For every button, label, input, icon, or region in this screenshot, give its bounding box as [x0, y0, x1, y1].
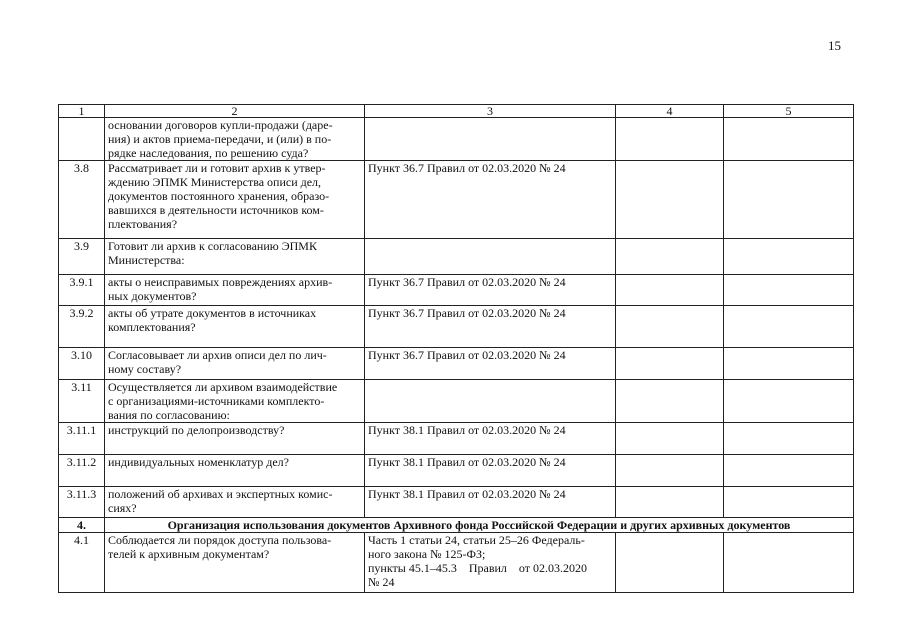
row-number: 3.9.1: [59, 275, 105, 306]
section-number: 4.: [59, 518, 105, 533]
answer-cell-4: [616, 380, 724, 423]
answer-cell-5: [724, 533, 854, 593]
reference-text-line: Пункт 38.1 Правил от 02.03.2020 № 24: [368, 423, 566, 437]
col-header-5: 5: [724, 105, 854, 118]
requirement-text-line: документов постоянного хранения, образо-: [108, 189, 330, 203]
requirement-text-line: Рассматривает ли и готовит архив к утвер-: [108, 161, 326, 175]
reference-text-line: ного закона № 125-ФЗ;: [368, 547, 486, 561]
answer-cell-4: [616, 239, 724, 275]
answer-cell-5: [724, 275, 854, 306]
row-number: 3.9.2: [59, 306, 105, 348]
row-number: 3.11.1: [59, 423, 105, 455]
row-number: 3.10: [59, 348, 105, 380]
reference-cell: [365, 118, 616, 161]
reference-text-line: Пункт 38.1 Правил от 02.03.2020 № 24: [368, 455, 566, 469]
table-row: [59, 455, 854, 487]
row-number: 3.11: [59, 380, 105, 423]
col-header-2: 2: [105, 105, 365, 118]
header-row: [59, 105, 854, 118]
requirement-text-line: плектования?: [108, 217, 178, 231]
reference-cell: [365, 161, 616, 239]
requirement-text-line: положений об архивах и экспертных комис-: [108, 487, 333, 501]
section-title: Организация использования документов Архивного фонда Российской Федерации и других архивных документов: [105, 518, 854, 533]
requirement-cell: [105, 533, 365, 593]
requirement-cell: [105, 161, 365, 239]
row-number: 4.1: [59, 533, 105, 593]
reference-text-line: пункты 45.1–45.3 Правил от 02.03.2020: [368, 561, 587, 575]
checklist-table: [58, 104, 854, 593]
requirement-cell: [105, 423, 365, 455]
requirement-text-line: индивидуальных номенклатур дел?: [108, 455, 289, 469]
requirement-text-line: вавшихся в деятельности источников ком-: [108, 203, 324, 217]
requirement-text-line: Согласовывает ли архив описи дел по лич-: [108, 348, 327, 362]
requirement-text-line: Готовит ли архив к согласованию ЭПМК: [108, 239, 317, 253]
requirement-cell: [105, 239, 365, 275]
requirement-cell: [105, 306, 365, 348]
answer-cell-4: [616, 275, 724, 306]
reference-cell: [365, 380, 616, 423]
reference-cell: [365, 455, 616, 487]
page-number: 15: [828, 38, 841, 53]
reference-cell: [365, 348, 616, 380]
table-row: [59, 239, 854, 275]
requirement-cell: [105, 487, 365, 518]
answer-cell-5: [724, 487, 854, 518]
table-row: [59, 348, 854, 380]
requirement-text-line: с организациями-источниками комплекто-: [108, 394, 325, 408]
requirement-text-line: Министерства:: [108, 253, 185, 267]
answer-cell-5: [724, 239, 854, 275]
requirement-text-line: Соблюдается ли порядок доступа пользова-: [108, 533, 332, 547]
row-number: 3.8: [59, 161, 105, 239]
reference-cell: [365, 423, 616, 455]
reference-text-line: Пункт 36.7 Правил от 02.03.2020 № 24: [368, 306, 566, 320]
requirement-cell: [105, 380, 365, 423]
table-row: [59, 533, 854, 593]
requirement-text-line: основании договоров купли-продажи (даре-: [108, 118, 333, 132]
reference-cell: [365, 487, 616, 518]
requirement-cell: [105, 455, 365, 487]
reference-text-line: Часть 1 статьи 24, статьи 25–26 Федераль-: [368, 533, 585, 547]
requirement-text-line: Осуществляется ли архивом взаимодействие: [108, 380, 338, 394]
answer-cell-4: [616, 306, 724, 348]
row-number: 3.11.3: [59, 487, 105, 518]
answer-cell-5: [724, 455, 854, 487]
reference-text-line: Пункт 36.7 Правил от 02.03.2020 № 24: [368, 275, 566, 289]
answer-cell-5: [724, 348, 854, 380]
requirement-cell: [105, 275, 365, 306]
row-number: 3.11.2: [59, 455, 105, 487]
requirement-text-line: инструкций по делопроизводству?: [108, 423, 285, 437]
reference-cell: [365, 239, 616, 275]
requirement-cell: [105, 348, 365, 380]
answer-cell-4: [616, 348, 724, 380]
table-row: [59, 487, 854, 518]
requirement-text-line: ния) и актов приема-передачи, и (или) в по-: [108, 132, 332, 146]
reference-cell: [365, 306, 616, 348]
requirement-text-line: акты об утрате документов в источниках: [108, 306, 317, 320]
answer-cell-4: [616, 487, 724, 518]
reference-cell: [365, 275, 616, 306]
table-row: [59, 118, 854, 161]
requirement-text-line: акты о неисправимых повреждениях архив-: [108, 275, 333, 289]
answer-cell-4: [616, 118, 724, 161]
table-row: [59, 306, 854, 348]
requirement-text-line: ному составу?: [108, 362, 182, 376]
requirement-text-line: телей к архивным документам?: [108, 547, 270, 561]
requirement-text-line: рядке наследования, по решению суда?: [108, 146, 309, 160]
table-row: [59, 275, 854, 306]
answer-cell-5: [724, 380, 854, 423]
answer-cell-5: [724, 306, 854, 348]
requirement-text-line: ждению ЭПМК Министерства описи дел,: [108, 175, 322, 189]
col-header-1: 1: [59, 105, 105, 118]
requirement-text-line: ных документов?: [108, 289, 197, 303]
requirement-cell: [105, 118, 365, 161]
row-number: [59, 118, 105, 161]
table-row: [59, 161, 854, 239]
requirement-text-line: вания по согласованию:: [108, 408, 230, 422]
reference-text-line: Пункт 36.7 Правил от 02.03.2020 № 24: [368, 348, 566, 362]
answer-cell-4: [616, 455, 724, 487]
answer-cell-5: [724, 118, 854, 161]
col-header-3: 3: [365, 105, 616, 118]
table-body: [59, 118, 854, 593]
col-header-4: 4: [616, 105, 724, 118]
table-row: [59, 380, 854, 423]
reference-text-line: № 24: [368, 575, 395, 589]
answer-cell-5: [724, 423, 854, 455]
answer-cell-5: [724, 161, 854, 239]
reference-text-line: Пункт 36.7 Правил от 02.03.2020 № 24: [368, 161, 566, 175]
reference-text-line: Пункт 38.1 Правил от 02.03.2020 № 24: [368, 487, 566, 501]
answer-cell-4: [616, 423, 724, 455]
requirement-text-line: сиях?: [108, 501, 137, 515]
requirement-text-line: комплектования?: [108, 320, 196, 334]
answer-cell-4: [616, 533, 724, 593]
answer-cell-4: [616, 161, 724, 239]
section-row: [59, 518, 854, 533]
row-number: 3.9: [59, 239, 105, 275]
table-row: [59, 423, 854, 455]
reference-cell: [365, 533, 616, 593]
